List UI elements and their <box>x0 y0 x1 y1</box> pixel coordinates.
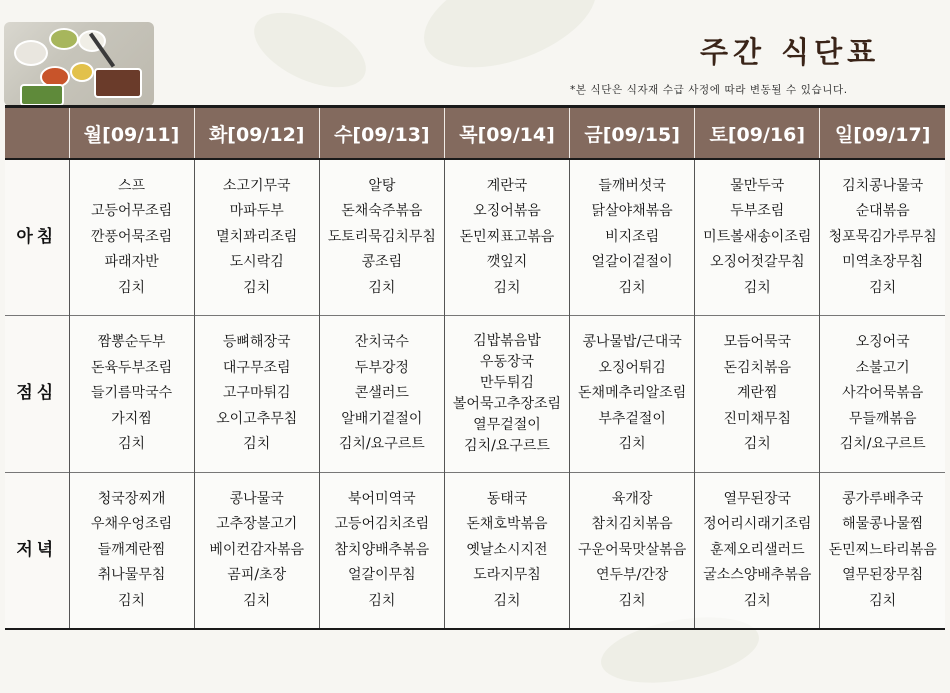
dish-item: 콘샐러드 <box>354 385 409 402</box>
dish-item: 들기름막국수 <box>90 385 173 402</box>
dish-item: 돈채호박볶음 <box>466 516 548 533</box>
dish-item: 육개장 <box>611 490 653 507</box>
dish-item: 돈김치볶음 <box>723 359 792 376</box>
dish-item: 등뼈해장국 <box>222 334 291 351</box>
food-bowl-image <box>49 28 79 50</box>
dish-item: 물만두국 <box>730 177 785 194</box>
dish-item: 김치 <box>243 592 271 609</box>
dish-item: 우동장국 <box>479 353 535 370</box>
day-header: 토[09/16] <box>695 107 820 160</box>
dish-item: 파래자반 <box>104 254 159 271</box>
dish-item: 모듬어묵국 <box>723 334 792 351</box>
dish-item: 소불고기 <box>855 359 910 376</box>
menu-cell <box>820 159 945 316</box>
menu-cell <box>194 316 319 472</box>
dish-item: 콩가루배추국 <box>842 490 924 507</box>
menu-change-notice: *본 식단은 식자재 수급 사정에 따라 변동될 수 있습니다. <box>570 84 848 96</box>
dish-item: 계란찜 <box>736 385 778 402</box>
dish-item: 들깨계란찜 <box>97 541 166 558</box>
dish-item: 북어미역국 <box>348 490 416 507</box>
dish-item: 오징어국 <box>855 334 910 351</box>
dish-item: 소고기무국 <box>222 177 291 194</box>
dish-item: 마파두부 <box>229 203 284 220</box>
dish-item: 참치김치볶음 <box>591 516 673 533</box>
dish-item: 김치 <box>618 436 646 453</box>
dish-item: 대구무조림 <box>222 359 291 376</box>
meal-row <box>5 316 945 472</box>
dish-item: 들깨버섯국 <box>598 177 666 194</box>
dish-item: 두부조림 <box>730 203 785 220</box>
meal-row <box>5 159 945 316</box>
dish-item: 도라지무침 <box>473 567 541 584</box>
dish-item: 해물콩나물찜 <box>842 516 924 533</box>
dish-item: 취나물무침 <box>97 567 166 584</box>
menu-cell <box>444 159 569 316</box>
dish-item: 부추겉절이 <box>598 410 666 427</box>
dish-item: 미트볼새송이조림 <box>703 228 812 245</box>
dish-item: 베이컨감자볶음 <box>209 541 305 558</box>
dish-item: 만두튀김 <box>479 374 535 391</box>
menu-cell <box>820 316 945 472</box>
dish-item: 진미채무침 <box>723 410 792 427</box>
day-header: 금[09/15] <box>570 107 695 160</box>
dish-item: 김치 <box>618 279 646 296</box>
dish-item: 정어리시래기조림 <box>703 516 812 533</box>
dish-item: 돈민찌표고볶음 <box>459 228 555 245</box>
dish-item: 김치 <box>743 592 771 609</box>
dish-item: 김치 <box>869 592 897 609</box>
dish-item: 알배기겉절이 <box>341 410 423 427</box>
food-plate-image <box>20 84 64 106</box>
background-leaf-decoration <box>410 0 610 88</box>
dish-item: 돈민찌느타리볶음 <box>828 541 937 558</box>
dish-item: 김치 <box>368 279 396 296</box>
dish-item: 고추장불고기 <box>216 516 298 533</box>
dish-item: 순대볶음 <box>855 203 910 220</box>
dish-item: 김치/요구르트 <box>464 437 550 454</box>
table-header-row <box>5 107 945 160</box>
page-title: 주간 식단표 <box>700 35 881 69</box>
dish-item: 김치/요구르트 <box>338 436 425 453</box>
dish-item: 콩나물밥/근대국 <box>582 334 682 351</box>
food-plate-image <box>94 68 142 98</box>
dish-item: 두부강정 <box>354 359 409 376</box>
menu-cell <box>319 472 444 629</box>
menu-cell <box>69 316 194 472</box>
dish-item: 도시락김 <box>229 254 284 271</box>
background-leaf-decoration <box>243 0 377 103</box>
dish-item: 김치 <box>869 279 897 296</box>
dish-item: 곰피/초장 <box>227 567 287 584</box>
dish-item: 김치 <box>243 436 271 453</box>
dish-item: 김밥볶음밥 <box>473 332 541 349</box>
menu-cell <box>194 472 319 629</box>
dish-item: 깻잎지 <box>486 254 528 271</box>
dish-item: 돈채숙주볶음 <box>341 203 423 220</box>
dish-item: 도토리묵김치무침 <box>327 228 436 245</box>
dish-item: 옛날소시지전 <box>466 541 548 558</box>
dish-item: 콩조림 <box>361 254 403 271</box>
dish-item: 김치 <box>368 592 396 609</box>
day-header: 목[09/14] <box>444 107 569 160</box>
dish-item: 청포묵김가루무침 <box>828 228 937 245</box>
menu-cell <box>444 316 569 472</box>
dish-item: 동태국 <box>486 490 528 507</box>
food-bowl-image <box>14 40 48 66</box>
dish-item: 오징어볶음 <box>473 203 541 220</box>
menu-cell <box>570 472 695 629</box>
dish-item: 짬뽕순두부 <box>97 334 166 351</box>
dish-item: 콩나물국 <box>229 490 284 507</box>
dish-item: 열무된장국 <box>723 490 792 507</box>
dish-item: 사각어묵볶음 <box>842 385 924 402</box>
header-corner-cell <box>5 107 69 160</box>
dish-item: 가지찜 <box>111 410 152 427</box>
dish-item: 김치 <box>493 279 521 296</box>
dish-item: 김치 <box>118 436 146 453</box>
menu-cell <box>319 159 444 316</box>
day-header: 일[09/17] <box>820 107 945 160</box>
dish-item: 김치 <box>493 592 521 609</box>
food-bowl-image <box>70 62 94 82</box>
dish-item: 닭살야채볶음 <box>591 203 673 220</box>
dish-item: 김치 <box>743 436 771 453</box>
dish-item: 비지조림 <box>605 228 660 245</box>
dish-item: 고구마튀김 <box>222 385 291 402</box>
dish-item: 얼갈이겉절이 <box>591 254 673 271</box>
dish-item: 볼어묵고추장조림 <box>452 395 562 412</box>
dish-item: 알탕 <box>368 177 396 194</box>
menu-cell <box>69 159 194 316</box>
menu-cell <box>69 472 194 629</box>
menu-cell <box>695 472 820 629</box>
dish-item: 김치 <box>118 279 146 296</box>
menu-cell <box>444 472 569 629</box>
meal-label: 아침 <box>5 159 69 316</box>
dish-item: 고등어김치조림 <box>334 516 430 533</box>
menu-cell <box>570 316 695 472</box>
dish-item: 김치 <box>118 592 146 609</box>
dish-item: 김치 <box>743 279 771 296</box>
dish-item: 열무된장무침 <box>842 567 924 584</box>
dish-item: 열무겉절이 <box>473 416 541 433</box>
dish-item: 참치양배추볶음 <box>334 541 430 558</box>
day-header: 화[09/12] <box>194 107 319 160</box>
dish-item: 스프 <box>118 177 146 194</box>
menu-cell <box>194 159 319 316</box>
dish-item: 돈육두부조림 <box>90 359 173 376</box>
dish-item: 구운어묵맛살볶음 <box>578 541 687 558</box>
dish-item: 김치/요구르트 <box>839 436 926 453</box>
food-photo <box>4 22 154 106</box>
dish-item: 돈채메추리알조림 <box>578 385 687 402</box>
dish-item: 깐풍어묵조림 <box>90 228 173 245</box>
dish-item: 김치 <box>618 592 646 609</box>
dish-item: 고등어무조림 <box>90 203 173 220</box>
dish-item: 청국장찌개 <box>97 490 166 507</box>
dish-item: 무들깨볶음 <box>848 410 917 427</box>
dish-item: 미역초장무침 <box>842 254 924 271</box>
dish-item: 멸치꽈리조림 <box>216 228 298 245</box>
meal-label: 점심 <box>5 316 69 472</box>
weekly-menu-table <box>5 105 945 630</box>
dish-item: 오이고추무침 <box>216 410 298 427</box>
dish-item: 오징어튀김 <box>598 359 666 376</box>
dish-item: 김치 <box>243 279 271 296</box>
dish-item: 오징어젓갈무침 <box>709 254 805 271</box>
meal-row <box>5 472 945 629</box>
menu-cell <box>319 316 444 472</box>
day-header: 수[09/13] <box>319 107 444 160</box>
dish-item: 계란국 <box>486 177 528 194</box>
dish-item: 연두부/간장 <box>595 567 669 584</box>
day-header: 월[09/11] <box>69 107 194 160</box>
menu-cell <box>695 316 820 472</box>
menu-cell <box>695 159 820 316</box>
dish-item: 굴소스양배추볶음 <box>703 567 812 584</box>
dish-item: 훈제오리샐러드 <box>709 541 805 558</box>
dish-item: 얼갈이무침 <box>348 567 416 584</box>
dish-item: 김치콩나물국 <box>842 177 924 194</box>
dish-item: 우채우엉조림 <box>90 516 173 533</box>
menu-cell <box>570 159 695 316</box>
dish-item: 잔치국수 <box>354 334 409 351</box>
meal-label: 저녁 <box>5 472 69 629</box>
menu-cell <box>820 472 945 629</box>
